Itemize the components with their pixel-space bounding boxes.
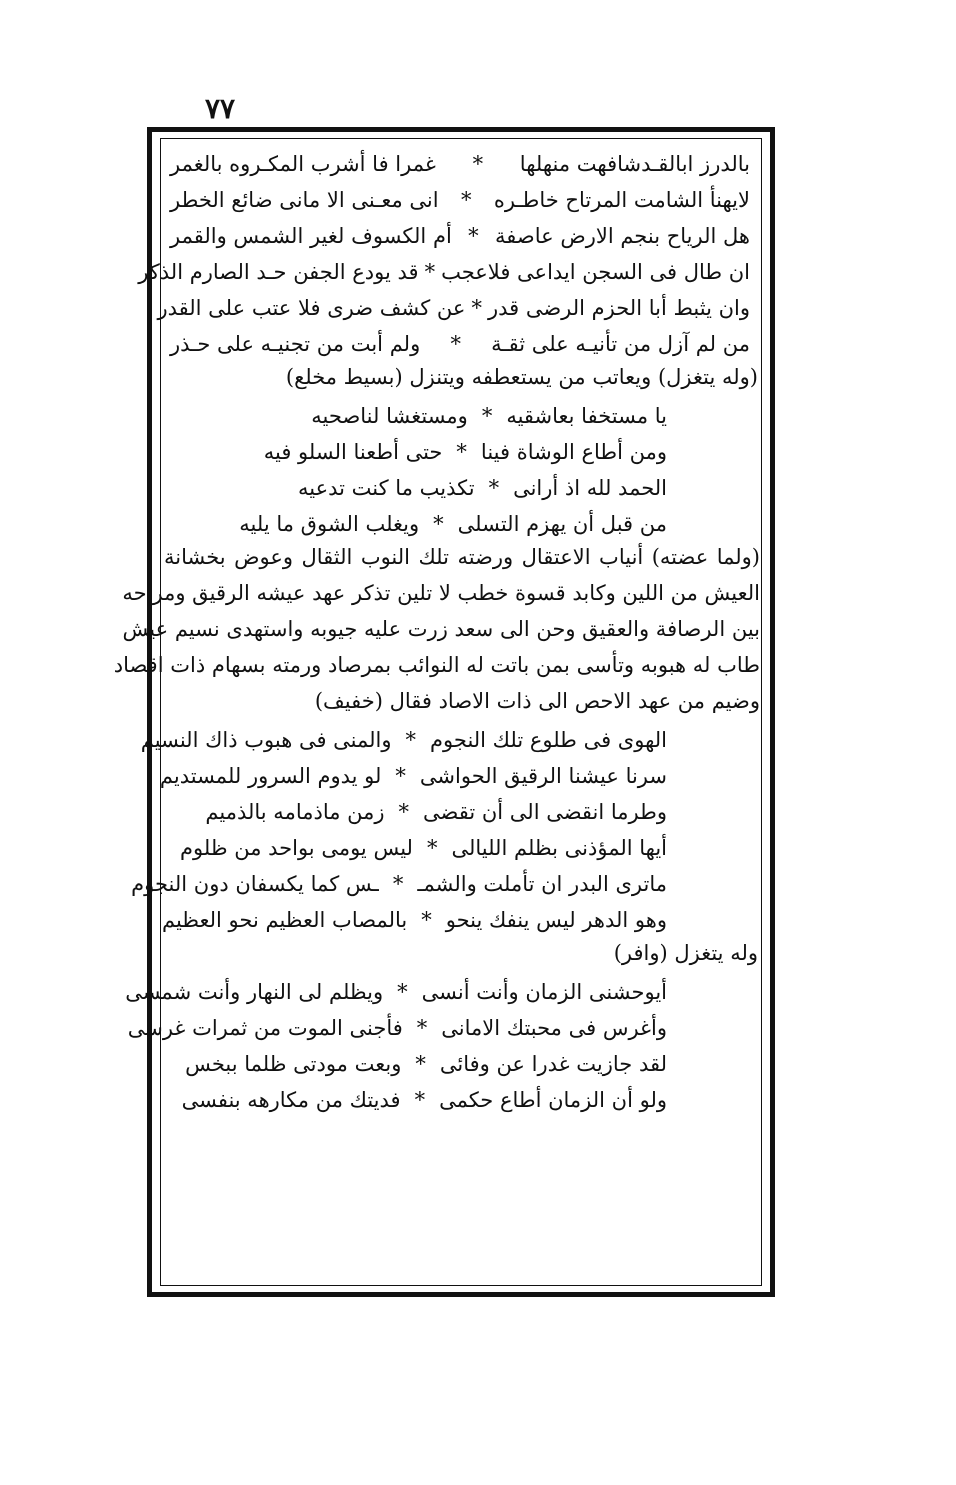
verse-separator-star: * — [433, 512, 444, 536]
verse-separator-star: * — [421, 908, 432, 932]
verse-separator-star: * — [488, 476, 500, 500]
page-text — [113, 146, 762, 1118]
verse-line — [127, 1010, 762, 1046]
verse-separator-star: * — [416, 1016, 428, 1040]
prose-paragraph — [113, 542, 762, 722]
section-heading-1: (وله يتغزل) ويعاتب من يستعطفه ويتنزل (بسيط مخلع) — [285, 365, 758, 389]
verse-separator-star: * — [424, 260, 436, 284]
hemistich-second: وبعت مودتى ظلما ببخس — [185, 1052, 402, 1076]
hemistich-first: وان يثبط أبا الحزم الرضى قدر — [487, 296, 750, 320]
hemistich-second: فديتك من مكارهه بنفسى — [181, 1088, 401, 1112]
hemistich-first: بالدرز ابالقـدشافهت منهلها — [519, 152, 750, 176]
poem-block-2 — [162, 398, 762, 542]
prose-line: (ولما عضته) أنياب الاعتقال ورضته تلك النوب الثقال وعوض بخشانة — [164, 545, 760, 569]
verse-line — [162, 470, 762, 506]
hemistich-second: أم الكسوف لغير الشمس والقمر — [170, 224, 452, 248]
hemistich-second: ولم أبت من تجنيـه على حـذر — [170, 332, 421, 356]
hemistich-second: ومستغشا لناصحيه — [311, 404, 468, 428]
verse-line — [131, 866, 762, 902]
hemistich-first: ماترى البدر ان تأملت والشمـ — [417, 872, 667, 896]
hemistich-second: ويظلم لى النهار وأنت شمسى — [125, 980, 384, 1004]
verse-line — [162, 506, 762, 542]
hemistich-second: ويغلب الشوق ما يليه — [239, 512, 420, 536]
verse-separator-star: * — [481, 404, 493, 428]
hemistich-first: من لم آزل من تأنيـه على ثقـة — [491, 332, 750, 356]
verse-separator-star: * — [472, 152, 484, 176]
verse-line — [162, 218, 762, 254]
section-heading-2: وله يتغزل (وافر) — [613, 941, 758, 965]
verse-separator-star: * — [471, 296, 482, 320]
hemistich-first: لقد جازيت غدرا عن وفائى — [439, 1052, 667, 1076]
verse-line — [162, 326, 762, 362]
verse-line — [162, 794, 762, 830]
prose-line: وضيم من عهد الاحص الى ذات الاصاد فقال (خفيف) — [314, 689, 760, 713]
verse-line — [162, 434, 762, 470]
verse-separator-star: * — [405, 728, 417, 752]
hemistich-second: زمن ماذمامه بالذميم — [205, 800, 385, 824]
hemistich-first: وطرما انقضى الى أن تقضى — [423, 800, 667, 824]
hemistich-second: غمرا فا أشرب المكـروه بالغمر — [170, 152, 436, 176]
hemistich-first: يا مستخفا بعاشقيه — [506, 404, 667, 428]
verse-line — [162, 1082, 762, 1118]
hemistich-first: ومن أطاع الوشاة فينا — [480, 440, 667, 464]
verse-separator-star: * — [456, 440, 467, 464]
verse-line — [157, 290, 762, 326]
prose-line: بين الرصافة والعقيق وحن الى سعد زرت عليه جيوبه واستهدى نسيم عيش — [122, 617, 760, 641]
hemistich-first: وهو الدهر ليس ينفك ينحو — [445, 908, 667, 932]
hemistich-second: والمنى فى هبوب ذاك النسيم — [140, 728, 392, 752]
verse-line — [162, 182, 762, 218]
hemistich-second: بالمصاب العظيم نحو العظيم — [161, 908, 408, 932]
hemistich-first: وأغرس فى محبتك الامانى — [441, 1016, 667, 1040]
verse-line — [140, 722, 762, 758]
hemistich-second: فأجنى الموت من ثمرات غرسى — [127, 1016, 403, 1040]
verse-line — [162, 398, 762, 434]
verse-separator-star: * — [414, 1088, 426, 1112]
verse-line — [138, 254, 762, 290]
hemistich-first: هل الرياح بنجم الارض عاصفة — [495, 224, 750, 248]
hemistich-first: الهوى فى طلوع تلك النجوم — [430, 728, 667, 752]
hemistich-first: لايهنأ الشامت المرتاح خاطـره — [493, 188, 750, 212]
hemistich-first: ان طال فى السجن ايداعى فلاعجب — [441, 260, 750, 284]
hemistich-first: الحمد لله اذ أرانى — [513, 476, 667, 500]
poem-block-3 — [131, 722, 762, 938]
verse-separator-star: * — [397, 980, 408, 1004]
verse-line — [125, 974, 762, 1010]
verse-separator-star: * — [415, 1052, 426, 1076]
verse-separator-star: * — [398, 800, 410, 824]
hemistich-second: حتى أطعنا السلو فيه — [263, 440, 443, 464]
hemistich-second: انى معـنى الا مانى ضائع الخطر — [170, 188, 439, 212]
verse-separator-star: * — [461, 188, 472, 212]
poem-block-4 — [125, 974, 762, 1118]
hemistich-first: سرنا عيشنا الرقيق الحواشى — [419, 764, 667, 788]
verse-separator-star: * — [395, 764, 406, 788]
hemistich-second: قد يودع الجفن حـد الصارم الذكر — [138, 260, 419, 284]
page-number: ٧٧ — [205, 92, 236, 125]
hemistich-second: ليس يومى بواحد من ظلوم — [180, 836, 413, 860]
prose-line: العيش من اللين وكابد قسوة خطب لا تلين تذكر عهد عيشه الرقيق ومراحه — [122, 581, 760, 605]
hemistich-first: أيوحشنى الزمان وأنت أنسى — [421, 980, 667, 1004]
verse-separator-star: * — [468, 224, 479, 248]
verse-separator-star: * — [450, 332, 461, 356]
hemistich-first: ولو أن الزمان أطاع حكمى — [439, 1088, 667, 1112]
verse-line — [162, 830, 762, 866]
prose-line: طاب له هبوبه وتأسى بمن باتت له النوائب بمرصاد ورمته بسهام ذات اقصاد — [113, 653, 760, 677]
hemistich-second: عن كشف ضرى فلا عتب على القدر — [157, 296, 466, 320]
verse-line — [159, 758, 762, 794]
hemistich-second: لو يدوم السرور للمستديم — [159, 764, 382, 788]
verse-separator-star: * — [426, 836, 438, 860]
hemistich-first: من قبل أن يهزم التسلى — [457, 512, 667, 536]
hemistich-first: أيها المؤذنى بظلم الليالى — [451, 836, 667, 860]
verse-line — [162, 902, 762, 938]
verse-line — [162, 1046, 762, 1082]
hemistich-second: تكذيب ما كنت تدعيه — [298, 476, 475, 500]
verse-line — [162, 146, 762, 182]
hemistich-second: ـس كما يكسفان دون النجوم — [131, 872, 379, 896]
verse-separator-star: * — [392, 872, 404, 896]
poem-block-1 — [138, 146, 762, 362]
